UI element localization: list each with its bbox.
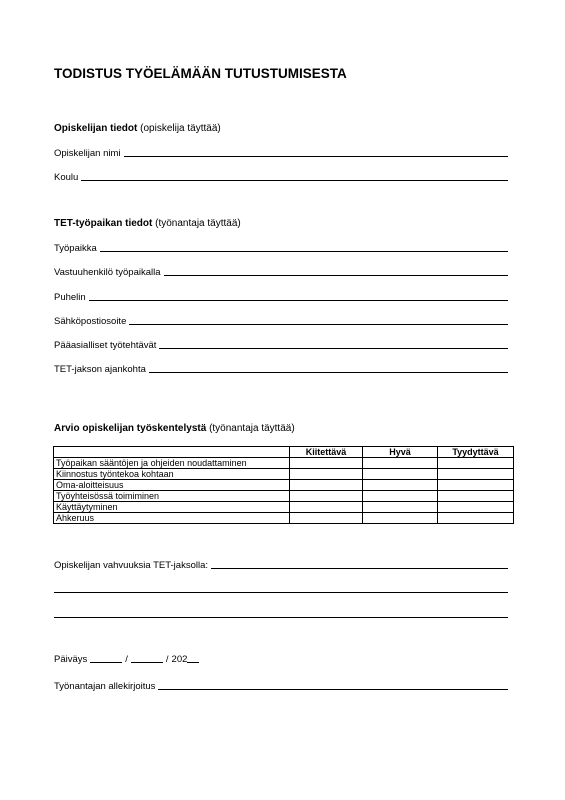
school-label: Koulu xyxy=(54,172,79,183)
workplace-line[interactable] xyxy=(100,251,508,252)
responsible-person-line[interactable] xyxy=(164,275,508,276)
workplace-section-note: (työnantaja täyttää) xyxy=(155,218,241,229)
excellent-cell[interactable] xyxy=(290,469,363,480)
phone-label: Puhelin xyxy=(54,292,86,303)
evaluation-section-heading xyxy=(54,423,295,434)
strengths-line[interactable] xyxy=(211,568,508,569)
student-name-line[interactable] xyxy=(124,156,508,157)
signature-field[interactable] xyxy=(54,678,508,692)
date-day-blank[interactable] xyxy=(90,662,122,663)
date-label: Päiväys xyxy=(54,654,88,665)
signature-line[interactable] xyxy=(158,689,508,690)
table-row xyxy=(54,480,514,491)
strengths-extra-line-1[interactable] xyxy=(54,592,508,593)
good-cell[interactable] xyxy=(363,491,438,502)
strengths-extra-line-2[interactable] xyxy=(54,617,508,618)
signature-label: Työnantajan allekirjoitus xyxy=(54,681,156,692)
evaluation-header-criteria xyxy=(54,447,290,458)
date-separator-1: / xyxy=(125,654,128,665)
date-year-blank[interactable] xyxy=(187,662,199,663)
criteria-cell: Työpaikan sääntöjen ja ohjeiden noudattaminen xyxy=(54,458,290,469)
excellent-cell[interactable] xyxy=(290,502,363,513)
excellent-cell[interactable] xyxy=(290,491,363,502)
date-separator-2: / xyxy=(165,654,169,665)
tet-period-line[interactable] xyxy=(149,372,508,373)
student-section-note: (opiskelija täyttää) xyxy=(140,123,221,134)
student-name-label: Opiskelijan nimi xyxy=(54,148,121,159)
criteria-cell: Työyhteisössä toimiminen xyxy=(54,491,290,502)
evaluation-table xyxy=(53,446,514,524)
excellent-cell[interactable] xyxy=(290,513,363,524)
workplace-label: Työpaikka xyxy=(54,243,97,254)
satisfactory-cell[interactable] xyxy=(438,469,514,480)
table-row xyxy=(54,502,514,513)
good-cell[interactable] xyxy=(363,458,438,469)
workplace-section-title: TET-työpaikan tiedot xyxy=(54,218,153,229)
criteria-cell: Ahkeruus xyxy=(54,513,290,524)
strengths-field[interactable] xyxy=(54,557,508,571)
satisfactory-cell[interactable] xyxy=(438,480,514,491)
table-row xyxy=(54,458,514,469)
satisfactory-cell[interactable] xyxy=(438,458,514,469)
tet-period-field[interactable] xyxy=(54,361,508,375)
evaluation-header-satisfactory: Tyydyttävä xyxy=(438,447,514,458)
responsible-person-field[interactable] xyxy=(54,264,508,278)
student-section-title: Opiskelijan tiedot xyxy=(54,123,138,134)
criteria-cell: Oma-aloitteisuus xyxy=(54,480,290,491)
student-name-field[interactable] xyxy=(54,145,508,159)
satisfactory-cell[interactable] xyxy=(438,513,514,524)
workplace-field[interactable] xyxy=(54,240,508,254)
main-tasks-label: Pääasialliset työtehtävät xyxy=(54,340,157,351)
email-field[interactable] xyxy=(54,313,508,327)
table-row xyxy=(54,469,514,480)
page-title: TODISTUS TYÖELÄMÄÄN TUTUSTUMISESTA xyxy=(54,66,347,81)
good-cell[interactable] xyxy=(363,513,438,524)
table-row xyxy=(54,513,514,524)
school-line[interactable] xyxy=(81,180,508,181)
student-section-heading xyxy=(54,123,221,134)
main-tasks-field[interactable] xyxy=(54,337,508,351)
main-tasks-line[interactable] xyxy=(159,348,508,349)
criteria-cell: Käyttäytyminen xyxy=(54,502,290,513)
tet-period-label: TET-jakson ajankohta xyxy=(54,364,146,375)
phone-line[interactable] xyxy=(89,300,508,301)
email-line[interactable] xyxy=(129,324,508,325)
evaluation-header-excellent: Kiitettävä xyxy=(290,447,363,458)
email-label: Sähköpostiosoite xyxy=(54,316,127,327)
date-year-prefix: 202 xyxy=(171,654,188,665)
good-cell[interactable] xyxy=(363,502,438,513)
evaluation-section-title: Arvio opiskelijan työskentelystä xyxy=(54,423,207,434)
strengths-label: Opiskelijan vahvuuksia TET-jaksolla: xyxy=(54,560,209,571)
excellent-cell[interactable] xyxy=(290,458,363,469)
satisfactory-cell[interactable] xyxy=(438,491,514,502)
date-month-blank[interactable] xyxy=(131,662,163,663)
excellent-cell[interactable] xyxy=(290,480,363,491)
evaluation-section-note: (työnantaja täyttää) xyxy=(209,423,295,434)
good-cell[interactable] xyxy=(363,469,438,480)
phone-field[interactable] xyxy=(54,289,508,303)
evaluation-header-good: Hyvä xyxy=(363,447,438,458)
satisfactory-cell[interactable] xyxy=(438,502,514,513)
responsible-person-label: Vastuuhenkilö työpaikalla xyxy=(54,267,161,278)
evaluation-header-row xyxy=(54,447,514,458)
table-row xyxy=(54,491,514,502)
good-cell[interactable] xyxy=(363,480,438,491)
criteria-cell: Kiinnostus työntekoa kohtaan xyxy=(54,469,290,480)
school-field[interactable] xyxy=(54,169,508,183)
workplace-section-heading xyxy=(54,218,241,229)
date-field xyxy=(54,654,202,665)
